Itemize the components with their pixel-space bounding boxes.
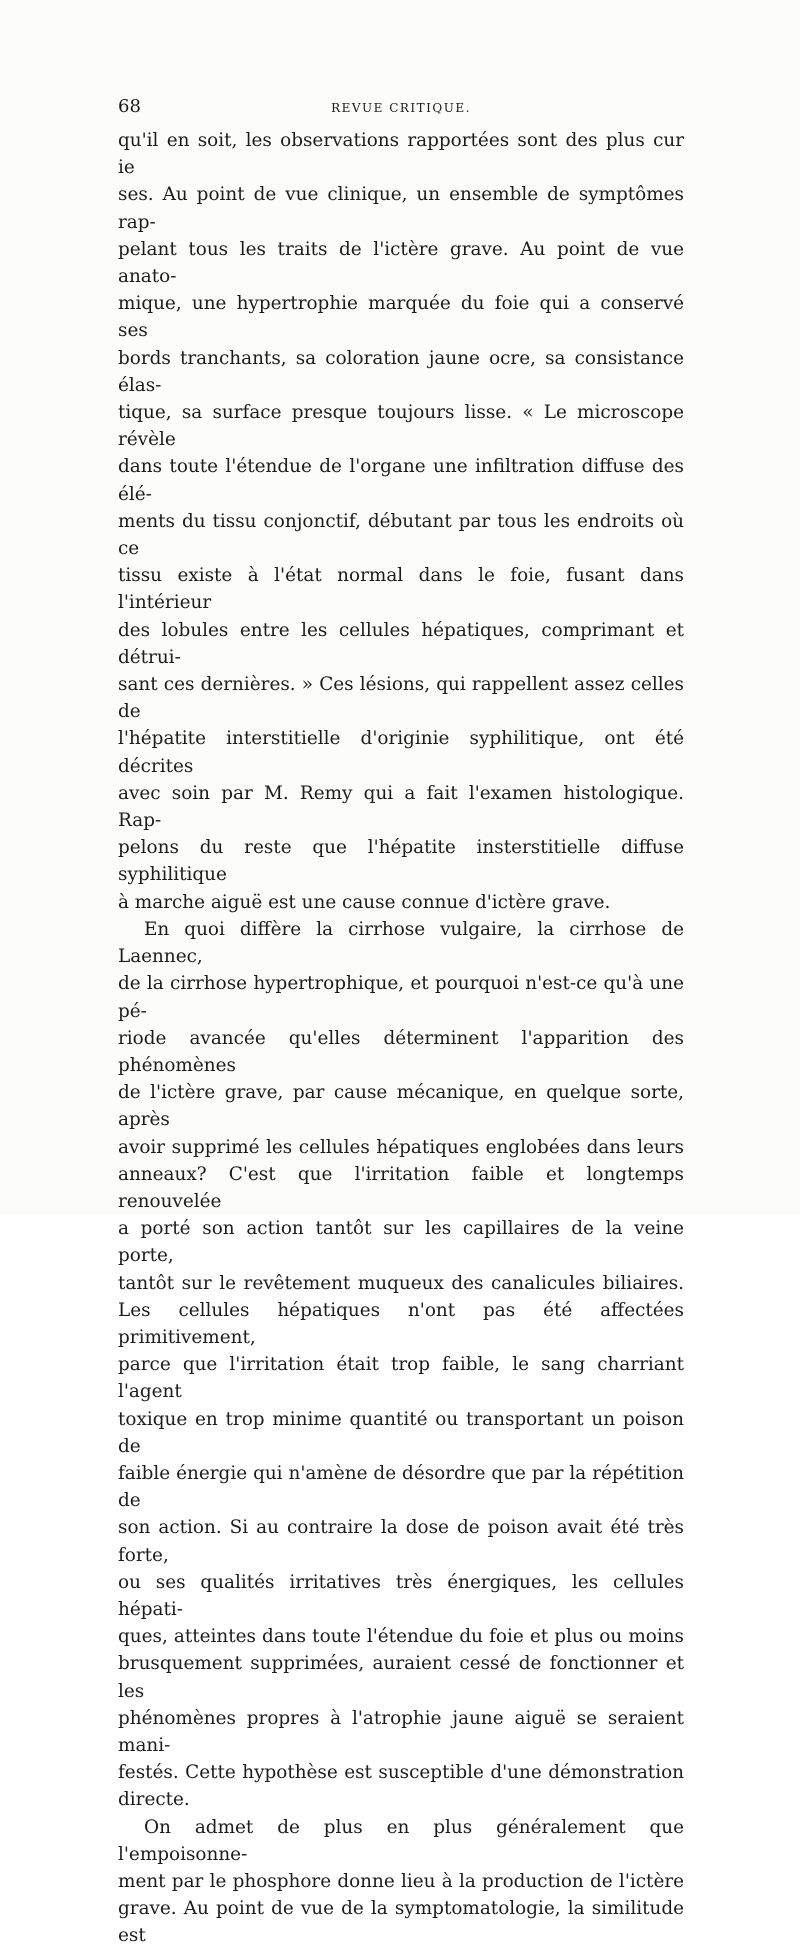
running-title: REVUE CRITIQUE. <box>331 101 471 115</box>
text-line: dans toute l'étendue de l'organe une infiltration diffuse des élé- <box>118 456 684 505</box>
text-line: tantôt sur le revêtement muqueux des canalicules biliaires. <box>118 1272 684 1294</box>
text-line: riode avancée qu'elles déterminent l'apparition des phénomènes <box>118 1027 684 1076</box>
text-line: ment par le phosphore donne lieu à la production de l'ictère <box>118 1871 684 1892</box>
text-line: directe. <box>118 1789 190 1811</box>
page-number: 68 <box>118 96 141 117</box>
text-line: pelant tous les traits de l'ictère grave. Au point de vue anato- <box>118 238 684 288</box>
text-line: Les cellules hépatiques n'ont pas été affectées primitivement, <box>118 1299 684 1348</box>
text-line: faible énergie qui n'amène de désordre que par la répétition de <box>118 1462 684 1512</box>
text-line: toxique en trop minime quantité ou transportant un poison de <box>118 1408 684 1457</box>
page-header <box>118 96 684 120</box>
text-line: ou ses qualités irritatives très énergiques, les cellules hépati- <box>118 1571 684 1620</box>
paragraph-3 <box>118 1814 684 1950</box>
text-line: En quoi diffère la cirrhose vulgaire, la cirrhose de Laennec, <box>118 918 684 968</box>
paragraph-2 <box>118 916 684 1814</box>
text-line: pelons du reste que l'hépatite insterstitielle diffuse syphilitique <box>118 837 684 886</box>
text-line: festés. Cette hypothèse est susceptible d'une démonstration <box>118 1762 684 1784</box>
text-line: avec soin par M. Remy qui a fait l'examen histologique. Rap- <box>118 782 684 832</box>
text-line: des lobules entre les cellules hépatiques, comprimant et détrui- <box>118 619 684 668</box>
text-line: phénomènes propres à l'atrophie jaune aiguë se seraient mani- <box>118 1707 684 1756</box>
text-line: l'hépatite interstitielle d'originie syphilitique, ont été décrites <box>118 728 684 777</box>
text-line: qu'il en soit, les observations rapportées sont des plus cur ie <box>118 130 684 179</box>
text-line: mique, une hypertrophie marquée du foie qui a conservé ses <box>118 293 684 342</box>
text-line: grave. Au point de vue de la symptomatologie, la similitude est <box>118 1898 684 1947</box>
text-line: anneaux? C'est que l'irritation faible et longtemps renouvelée <box>118 1163 684 1212</box>
text-line: avoir supprimé les cellules hépatiques englobées dans leurs <box>118 1136 684 1158</box>
text-line: a porté son action tantôt sur les capillaires de la veine porte, <box>118 1218 684 1267</box>
body-text <box>118 127 684 1950</box>
text-line: de l'ictère grave, par cause mécanique, en quelque sorte, après <box>118 1082 684 1131</box>
text-line: à marche aiguë est une cause connue d'ictère grave. <box>118 891 611 913</box>
text-line: de la cirrhose hypertrophique, et pourquoi n'est-ce qu'à une pé- <box>118 973 684 1022</box>
text-line: parce que l'irritation était trop faible, le sang charriant l'agent <box>118 1354 684 1403</box>
text-line: tique, sa surface presque toujours lisse. « Le microscope révèle <box>118 402 684 451</box>
text-line: ques, atteintes dans toute l'étendue du foie et plus ou moins <box>118 1626 684 1648</box>
text-line: son action. Si au contraire la dose de poison avait été très forte, <box>118 1517 684 1566</box>
text-line: tissu existe à l'état normal dans le foie, fusant dans l'intérieur <box>118 565 684 614</box>
text-line: ses. Au point de vue clinique, un ensemble de symptômes rap- <box>118 184 684 233</box>
text-line: bords tranchants, sa coloration jaune ocre, sa consistance élas- <box>118 347 684 396</box>
text-line: sant ces dernières. » Ces lésions, qui rappellent assez celles de <box>118 674 684 723</box>
text-line: On admet de plus en plus généralement que l'empoisonne- <box>118 1816 684 1865</box>
paragraph-1 <box>118 127 684 916</box>
text-line: ments du tissu conjonctif, débutant par tous les endroits où ce <box>118 510 684 560</box>
text-line: brusquement supprimées, auraient cessé de fonctionner et les <box>118 1653 684 1702</box>
